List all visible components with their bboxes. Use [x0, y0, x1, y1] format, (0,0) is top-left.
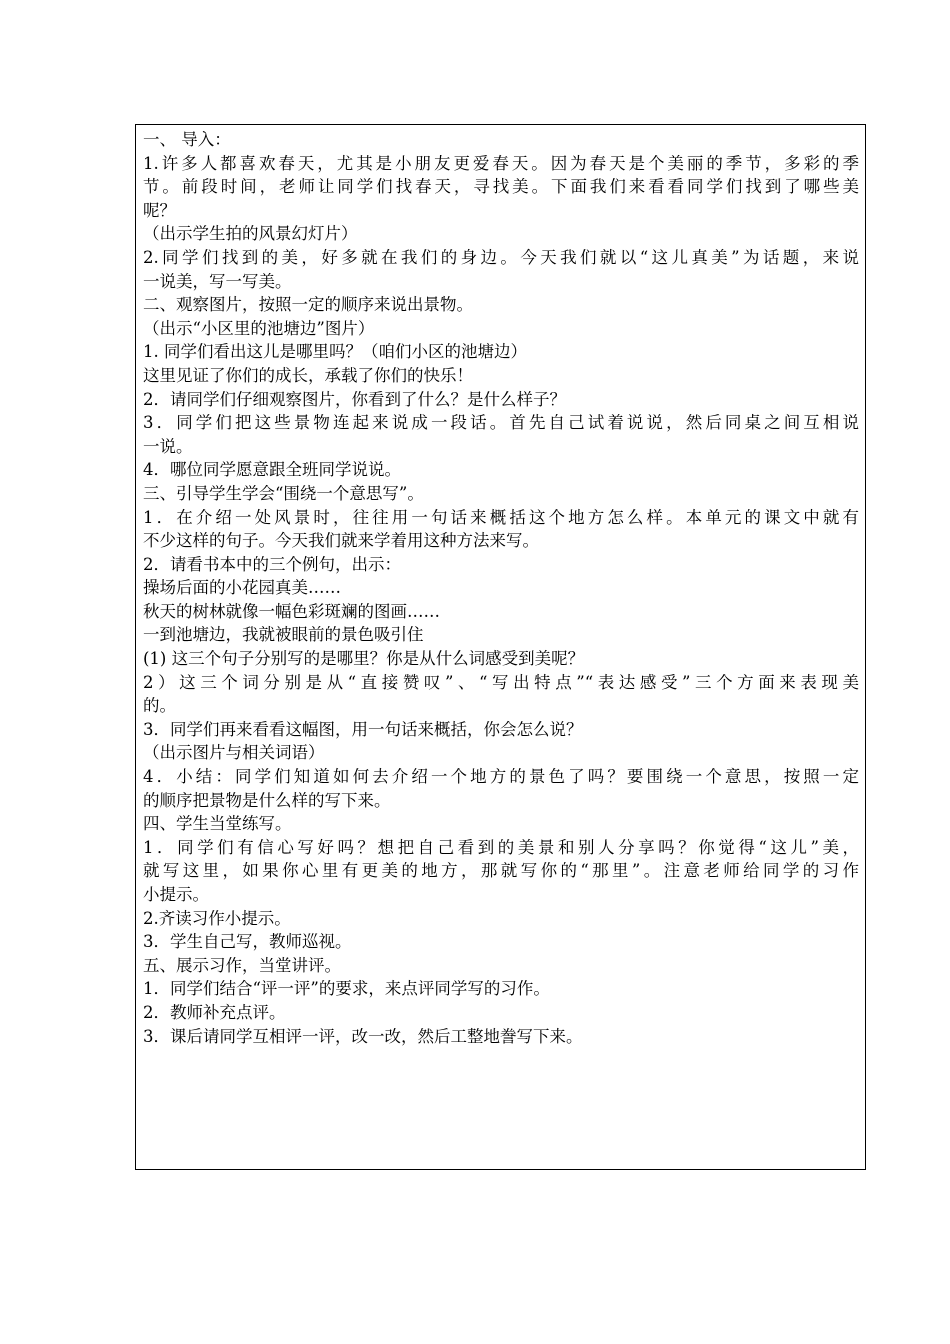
- lesson-plan-box: [135, 124, 866, 1170]
- lesson-line: 3．同学们把这些景物连起来说成一段话。首先自己试着说说，然后同桌之间互相说: [143, 413, 859, 433]
- lesson-line: 一说。: [143, 436, 193, 456]
- lesson-line: 的顺序把景物是什么样的写下来。: [143, 790, 391, 810]
- lesson-line: 2．请看书本中的三个例句，出示：: [143, 554, 401, 574]
- lesson-line: 操场后面的小花园真美……: [143, 578, 341, 598]
- lesson-line: 4．哪位同学愿意跟全班同学说说。: [143, 460, 401, 480]
- lesson-line: 1. 同学们看出这儿是哪里吗？（咱们小区的池塘边）: [143, 342, 527, 362]
- lesson-line: 1．在介绍一处风景时，往往用一句话来概括这个地方怎么样。本单元的课文中就有: [143, 507, 859, 527]
- lesson-line: 3．课后请同学互相评一评，改一改，然后工整地誊写下来。: [143, 1026, 583, 1046]
- lesson-line: 一到池塘边，我就被眼前的景色吸引住: [143, 625, 424, 645]
- lesson-line: 1.许多人都喜欢春天，尤其是小朋友更爱春天。因为春天是个美丽的季节，多彩的季: [143, 153, 859, 173]
- lesson-plan-content: [143, 128, 859, 1048]
- lesson-line: 五、展示习作，当堂讲评。: [143, 955, 341, 975]
- lesson-line: 这里见证了你们的成长，承载了你们的快乐！: [143, 365, 473, 385]
- lesson-line: 四、学生当堂练写。: [143, 814, 292, 834]
- lesson-line: 秋天的树林就像一幅色彩斑斓的图画……: [143, 601, 440, 621]
- lesson-line: 一、 导入：: [143, 130, 231, 149]
- lesson-line: （出示图片与相关词语）: [143, 743, 325, 763]
- lesson-line: 就写这里，如果你心里有更美的地方，那就写你的“那里”。注意老师给同学的习作: [143, 861, 859, 881]
- lesson-line: 小提示。: [143, 885, 209, 904]
- lesson-line: 3．学生自己写，教师巡视。: [143, 932, 352, 952]
- lesson-line: 1．同学们结合“评一评”的要求，来点评同学写的习作。: [143, 979, 550, 999]
- lesson-line: 二、观察图片，按照一定的顺序来说出景物。: [143, 295, 473, 315]
- lesson-line: 4．小结：同学们知道如何去介绍一个地方的景色了吗？要围绕一个意思，按照一定: [143, 767, 859, 787]
- lesson-line: （出示“小区里的池塘边”图片）: [143, 318, 375, 338]
- lesson-line: 一说美，写一写美。: [143, 271, 292, 291]
- lesson-line: 2.齐读习作小提示。: [143, 908, 291, 928]
- lesson-line: 2．教师补充点评。: [143, 1002, 286, 1022]
- lesson-line: (1) 这三个句子分别写的是哪里？你是从什么词感受到美呢？: [143, 649, 585, 669]
- lesson-line: 3．同学们再来看看这幅图，用一句话来概括，你会怎么说？: [143, 719, 583, 739]
- lesson-line: 三、引导学生学会“围绕一个意思写”。: [143, 483, 424, 503]
- lesson-line: （出示学生拍的风景幻灯片）: [143, 224, 358, 244]
- lesson-line: 2．请同学们仔细观察图片，你看到了什么？是什么样子？: [143, 389, 566, 409]
- lesson-line: 不少这样的句子。今天我们就来学着用这种方法来写。: [143, 531, 539, 551]
- lesson-line: 2.同学们找到的美，好多就在我们的身边。今天我们就以“这儿真美”为话题，来说: [143, 247, 859, 267]
- lesson-line: 的。: [143, 696, 176, 716]
- lesson-line: 节。前段时间，老师让同学们找春天，寻找美。下面我们来看看同学们找到了哪些美: [143, 177, 859, 197]
- lesson-line: 1．同学们有信心写好吗？想把自己看到的美景和别人分享吗？你觉得“这儿”美，: [143, 837, 859, 857]
- lesson-line: 呢？: [143, 200, 176, 220]
- lesson-line: 2）这三个词分别是从“直接赞叹”、“写出特点”“表达感受”三个方面来表现美: [143, 672, 859, 692]
